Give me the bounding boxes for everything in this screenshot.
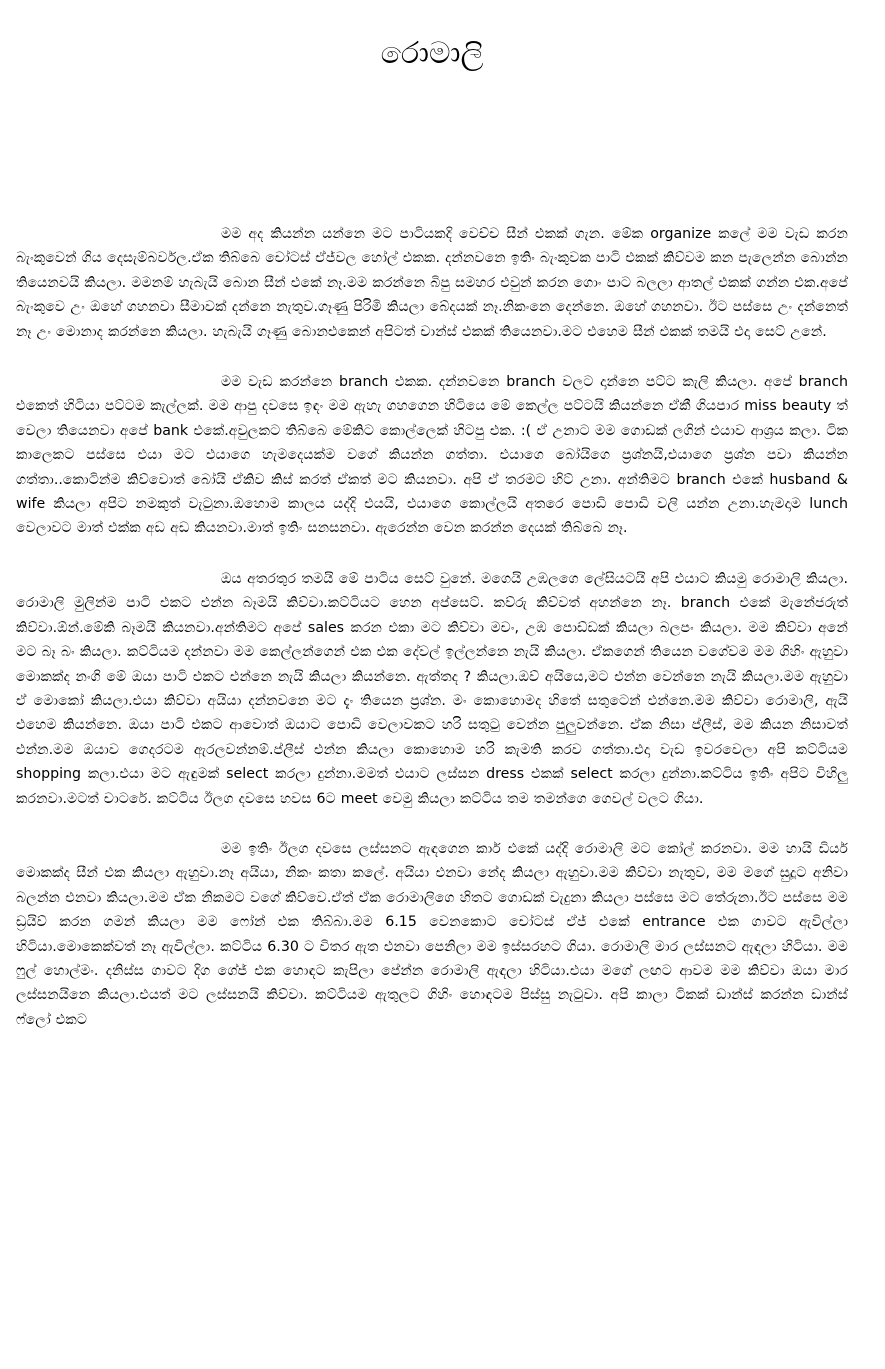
- document-title: රොමාලි: [380, 36, 484, 71]
- paragraph: මම ඉතිං ඊලග දවසෙ ලස්සනට ඇඳගෙන කාර් එකේ යද්දි රොමාලි මට කෝල් කරනවා. මම හායි ඩියර් මොකක්ද සීන් එක කියලා ඇහුවා.නෑ අයියා, නිකං කතා කලේ. අයියා එනවා නේද කියලා ඇහුවා.මම කිව්වා නැතුව, මම මගේ සුදූට අනිවා බලන්න එනවා කියලා.මම ඒක නිකමට වගේ කිව්වෙ.ඒත් ඒක රොමාලිගෙ හිතට ගොඩක් වැදුනා කියලා පස්සෙ මට තේරුනා.ඊට පස්සෙ මම ඩ්‍රයිව් කරන ගමන් කියලා මම ෆෝන් එක තිබ්බා.මම 6.15 වෙනකොට චෝටස් ඒජ් එකේ entrance එක ගාවට ඇවිල්ලා හිටියා.මොකෙක්වත් නෑ ඇවිල්ලා. කට්ටිය 6.30 ට විතර ඇත එනවා පෙනිලා මම ඉස්සරහට ගියා. රොමාලි මාර ලස්සනට ඇඳලා හිටියා. මම ෆුල් හොල්මං. දනිස්ස ගාවට දිග ගේජ් එක හොඳට කැපිලා පේන්න රොමාලි ඇඳලා හිටියා.එයා මගේ ලඟට ආවම මම කිව්වා ඔයා මාර ලස්සනයිනෙ කියලා.එයත් මට ලස්සනයි කිව්වා. කට්ටියම ඇතුලට ගිහිං හොඳටම පිස්සු නැටුවා. අපි කාලා ටිකක් ඩාන්ස් කරන්න ඩාන්ස් ෆ්ලෝ එකට: [16, 840, 849, 1028]
- paragraph: ඔය අතරතුර තමයි මේ පාටිය සෙට් වුනේ. මගෙයි උඹලගෙ ලේසියටයි අපි එයාට කියමු රොමාලි කියලා. රොමාලි මුලින්ම පාටි එකට එන්න බෑමයි කිව්වා.කට්ටියට හෙන අප්සෙට්. කව්රු කිව්වත් අහන්නෙ නෑ. branch එකේ මැනේජරුත් කිව්වා.ඕන්.මේකි බෑමයි කියනවා.අන්තිමට අපේ sales කරන එකා මට කිව්වා මචං, උඹ පොඩ්ඩක් කියලා බලපං කියලා. මම කිව්වා අනේ මට බෑ බං කියලා. කට්ටියම දන්නවා මම කෙල්ලන්ගෙන් එක එක දේවල් ඉල්ලන්නෙ නැයි කියලා. ඒකගෙන් තියෙන වගේවම මම ගිහිං ඇහුවා මොකක්ද නංගි මේ ඔයා පාටි එකට එන්නෙ නැයි කියලා කියන්නෙ. ඇත්තද ? කියලා.ඔව් අයියෙ,මට එන්න වෙන්නෙ නැයි කියලා.මම ඇහුවා ඒ මොකෝ කියලා.එයා කිව්වා අයියා දන්නවනෙ මට දැං තියෙන ප්‍රශ්න. මං කොහොමද හිතේ සතුටෙන් එන්නෙ.මම කිව්වා රොමාලි, ඇයි එහෙම කියන්නෙ. ඔයා පාටි එකට ආවොත් ඔයාට පොඩි වෙලාවකට හරි සතුටු වෙන්න පුලුවන්නෙ. ඒක නිසා ප්ලීස්, මම කියන නිසාවත් එන්න.මම ඔයාව ගෙදරටම ඇරලවන්නම්.ප්ලීස් එන්න කියලා කොහොම හරි කැමති කරව ගත්තා.එදා වැඩ ඉවරවෙලා අපි කට්ටියම shopping කලා.එයා මට ඇඳුමක් select කරලා දුන්නා.මමත් එයාට ලස්සන dress එකක් select කරලා දුන්නා.කට්ටිය ඉතිං අපිට විහිලු කරනවා.මටත් චාටරේ. කට්ටිය ඊලග දවසෙ හවස 6ට meet වෙමු කියලා කට්ටිය තම තමන්ගෙ ගෙවල් වලට ගියා.: [16, 570, 848, 807]
- document-body: [16, 222, 848, 1032]
- paragraph: මම වැඩ කරන්නෙ branch එකක. දන්නවනෙ branch වලට දාන්නෙ පට්ට කැලි කියලා. අපේ branch එකෙත් හිටියා පට්ටම කැල්ලක්. මම ආපු දවසෙ ඉඳං මම ඇහැ ගහගෙන හිටියෙ මේ කෙල්ල පට්ටයි කියන්නෙ ඒකී ගියපාර miss beauty ත් වෙලා තියෙනවා අපේ bank එකේ.අවුලකට තිබ්බෙ මේකිට කොල්ලෙක් හිටපු එක. :( ඒ උනාට මම ගොඩක් ලගින් එයාව ආශ්‍රය කලා. ටික කාලෙකට පස්සෙ එයා මට එයාගෙ හැමදෙයක්ම වගේ කියන්න ගත්තා. එයාගෙ බෝයිගෙ ප්‍රශ්නයි,එයාගෙ ප්‍රශ්න පවා කියන්න ගත්තා..කොටින්ම කිව්වොත් බෝයි ඒකිව කිස් කරත් ඒකත් මට කියනවා. අපි ඒ තරමට හිට් උනා. අන්තිමට branch එකේ husband & wife කියලා අපිට නමකුත් වැටුනා.ඔහොම කාලය යද්දි එයයි, එයාගෙ කොල්ලයි අතරෙ පොඩි පොඩි වලි යන්න උනා.හැමදාම lunch වෙලාවට මාත් එක්ක අඩ අඩ කියනවා.මාත් ඉතිං සනසනවා. ඇරෙන්න වෙන කරන්න දෙයක් තිබ්බෙ නෑ.: [16, 374, 848, 537]
- paragraph: මම අද කියන්න යන්නෙ මට පාටියකදි වෙච්ච සීන් එකක් ගැන. මේක organize කලේ මම වැඩ කරන බැංකුවෙන් ගිය දෙසැම්බර්වල.ඒක තිබ්බෙ චෝටස් ඒජ්වල හෝල් එකක. දන්නවනෙ ඉතිං බැංකුවක පාටි එකක් කිව්වම කන පැලෙන්න බොන්න තියෙනවයි කියලා. මමනම් හැබැයි බොන සීන් එකේ නෑ.මම කරන්නෙ බිපු සමහර එවුන් කරන ගොං පාට බලලා ආතල් එකක් ගන්න එක.අපේ බැංකුවෙ උං ඔහේ ගහනවා සීමාවක් දන්නෙ නැතුව.ගෑණු පිරිමි කියලා බේදයක් නෑ.නිකංනෙ දෙන්නෙ. ඔහේ ගහනවා. ඊට පස්සෙ උං දන්නෙත් නෑ උං මොනාද කරන්නෙ කියලා. හැබැයි ගෑණු බොනඑකෙන් අපිටත් චාන්ස් එකක් තියෙනවා.මට එහෙම සීන් එකක් තමයි එදා සෙට් උනේ.: [16, 226, 848, 340]
